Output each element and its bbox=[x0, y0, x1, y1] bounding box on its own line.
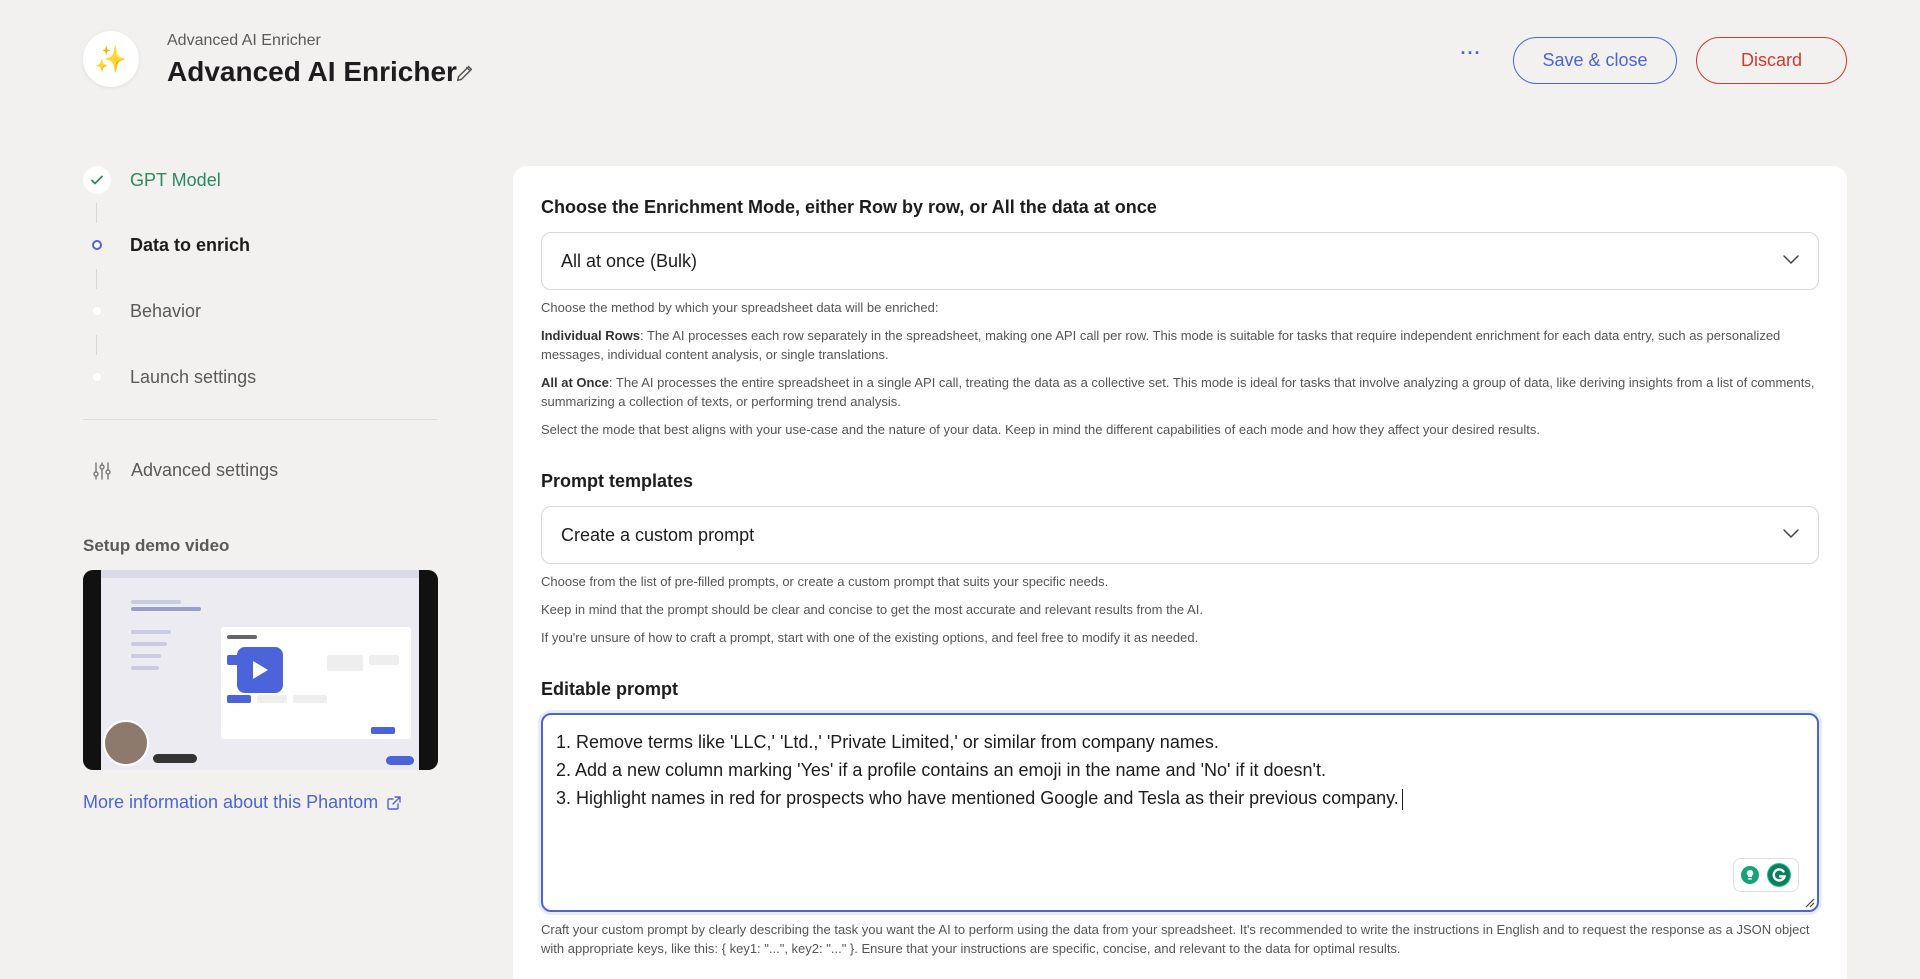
mode-help-individual: Individual Rows: The AI processes each row separately in the spreadsheet, making one API call per row. This mode is suitable for tasks that require independent enrichment for each data entry, such as personalized messages, individual content analysis, or single translations. bbox=[541, 328, 1781, 362]
mode-help-outro: Select the mode that best aligns with your use-case and the nature of your data. Keep in mind the different capabilities of each mode and how they affect your desired results. bbox=[541, 422, 1540, 437]
prompt-templates-title: Prompt templates bbox=[541, 471, 694, 491]
step-dot bbox=[93, 307, 101, 315]
edit-pencil-icon[interactable] bbox=[454, 62, 476, 84]
step-dot bbox=[93, 373, 101, 381]
step-label: Launch settings bbox=[130, 366, 257, 387]
app-icon bbox=[83, 31, 139, 87]
chevron-down-icon bbox=[1783, 255, 1799, 265]
step-connector bbox=[96, 335, 97, 355]
discard-button[interactable]: Discard bbox=[1696, 37, 1847, 84]
prompt-line: 1. Remove terms like 'LLC,' 'Ltd.,' 'Private Limited,' or similar from company names. bbox=[556, 732, 1219, 752]
save-close-button[interactable]: Save & close bbox=[1513, 37, 1677, 84]
presenter-avatar bbox=[103, 720, 149, 766]
step-label: Behavior bbox=[130, 300, 202, 321]
text-caret bbox=[1402, 789, 1403, 810]
step-connector bbox=[96, 269, 97, 289]
mode-help-all: All at Once: The AI processes the entire spreadsheet in a single API call, treating the data as a collective set. This mode is ideal for tasks that involve analyzing a group of data, like deriving insights from a list of comments, summarizing a collection of texts, or performing trend analysis. bbox=[541, 375, 1815, 409]
prompt-line: 2. Add a new column marking 'Yes' if a profile contains an emoji in the name and 'No' if it doesn't. bbox=[556, 760, 1326, 780]
demo-video-title: Setup demo video bbox=[83, 536, 230, 555]
sliders-icon bbox=[92, 461, 112, 481]
advanced-settings-label: Advanced settings bbox=[131, 460, 279, 480]
advanced-settings-item[interactable] bbox=[92, 460, 278, 481]
step-label: GPT Model bbox=[130, 169, 221, 190]
prompt-templates-select[interactable] bbox=[541, 506, 1819, 564]
resize-handle-icon[interactable] bbox=[1803, 896, 1815, 908]
grammarly-icon[interactable] bbox=[1766, 862, 1792, 888]
sidebar-step-data-to-enrich[interactable] bbox=[83, 231, 250, 259]
sidebar-step-launch-settings[interactable] bbox=[83, 363, 256, 391]
templates-help: Choose from the list of pre-filled prompts, or create a custom prompt that suits your specific needs. bbox=[541, 574, 1109, 589]
all-term: All at Once bbox=[541, 375, 609, 390]
step-label: Data to enrich bbox=[130, 234, 251, 255]
grammarly-widget[interactable] bbox=[1733, 858, 1799, 892]
more-info-link[interactable] bbox=[83, 792, 402, 813]
enrichment-mode-title: Choose the Enrichment Mode, either Row by row, or All the data at once bbox=[541, 197, 1157, 217]
lightbulb-icon[interactable] bbox=[1740, 865, 1760, 885]
page-subtitle: Advanced AI Enricher bbox=[167, 32, 321, 49]
external-link-icon bbox=[386, 795, 402, 811]
chevron-down-icon bbox=[1783, 529, 1799, 539]
prompt-help: Craft your custom prompt by clearly describing the task you want the AI to perform using the data from your spreadsheet. It's recommended to write the instructions in English and to request the response as a JSON object with appropriate keys, like this: { key1: "...", key2: "..." }. Ensure that your instructions are specific, concise, and relevant to the data for optimal results. bbox=[541, 922, 1810, 956]
sparkles-icon: ✨ bbox=[94, 43, 128, 74]
mode-help-intro: Choose the method by which your spreadsheet data will be enriched: bbox=[541, 300, 939, 315]
check-icon bbox=[83, 166, 111, 194]
templates-help: Keep in mind that the prompt should be clear and concise to get the most accurate and relevant results from the AI. bbox=[541, 602, 1203, 617]
sidebar-step-gpt-model[interactable] bbox=[83, 166, 221, 194]
editable-prompt-textarea[interactable] bbox=[541, 713, 1819, 912]
templates-help: If you're unsure of how to craft a prompt, start with one of the existing options, and feel free to modify it as needed. bbox=[541, 630, 1199, 645]
prompt-templates-value: Create a custom prompt bbox=[561, 524, 755, 545]
active-step-dot bbox=[92, 240, 102, 250]
more-options-button[interactable]: ··· bbox=[1460, 43, 1482, 63]
individual-term: Individual Rows bbox=[541, 328, 640, 343]
enrichment-mode-select[interactable] bbox=[541, 232, 1819, 290]
demo-video-player[interactable] bbox=[83, 570, 438, 770]
sidebar-step-behavior[interactable] bbox=[83, 297, 201, 325]
enrichment-mode-value: All at once (Bulk) bbox=[561, 250, 698, 271]
play-icon[interactable] bbox=[237, 647, 283, 693]
editable-prompt-title: Editable prompt bbox=[541, 679, 679, 699]
page-title: Advanced AI Enricher bbox=[167, 56, 457, 87]
more-info-label: More information about this Phantom bbox=[83, 792, 379, 812]
prompt-line: 3. Highlight names in red for prospects who have mentioned Google and Tesla as their previous company. bbox=[556, 788, 1403, 810]
step-connector bbox=[96, 203, 97, 223]
sidebar-divider bbox=[83, 419, 438, 420]
